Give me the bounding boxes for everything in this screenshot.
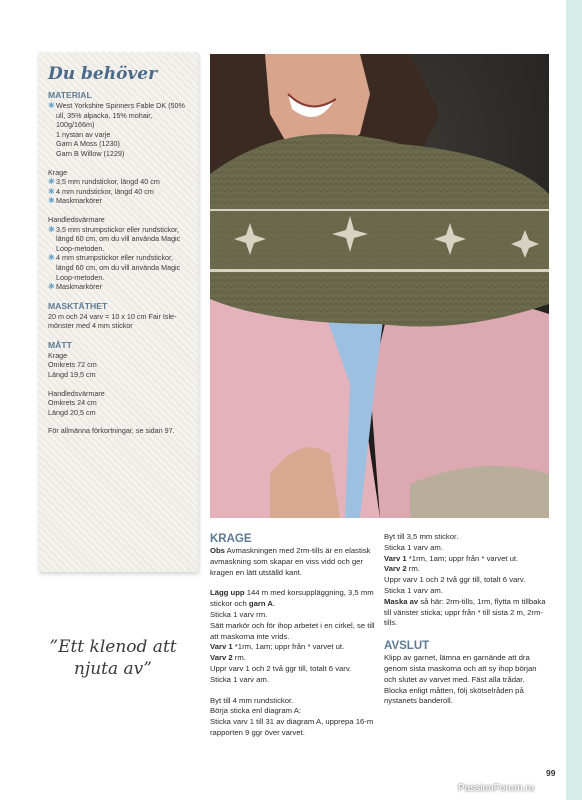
row-1: Varv 1 *1rm, 1am; uppr från * varvet ut. — [210, 642, 345, 652]
avslut-heading: AVSLUT — [384, 640, 430, 653]
page-number: 99 — [546, 768, 556, 778]
instructions-column-2 — [384, 532, 547, 707]
masktathet-text: 20 m och 24 varv = 10 x 10 cm Fair Isle-mönster med 4 mm stickor — [48, 311, 177, 331]
matt-line: Längd 19,5 cm — [48, 370, 96, 380]
snowflake-bullet-icon: ✱ — [48, 186, 55, 196]
krage-item: ✱ 3,5 mm rundstickor, längd 40 cm — [48, 177, 160, 187]
material-yarn: ✱ West Yorkshire Spinners Fable DK (50% ull, 35% alpacka, 15% mohair, 100g/166m) — [48, 101, 185, 130]
instruction-line: Börja sticka enl diagram A: — [210, 706, 302, 716]
material-line: 1 nystan av varje — [56, 129, 111, 139]
handled-item: ✱ 3,5 mm strumpstickor eller rundstickor, längd 60 cm, om du vill använda Magic Loop-metoden. — [48, 224, 181, 253]
instruction-line: Sätt markör och för ihop arbetet i en cirkel, se till att maskorna inte vrids. — [210, 620, 375, 641]
card-title: Du behöver — [48, 64, 158, 84]
krage-item: ✱ 4 mm rundstickor, längd 40 cm — [48, 186, 154, 196]
instruction-line: Sticka 1 varv am. — [384, 585, 443, 595]
masktathet-heading: MASKTÄTHET — [48, 300, 108, 311]
snowflake-bullet-icon: ✱ — [48, 196, 55, 206]
instruction-line: Byt till 4 mm rundstickor. — [210, 695, 294, 705]
snowflake-bullet-icon: ✱ — [48, 224, 55, 234]
row-2: Varv 2 rm. — [384, 564, 420, 574]
watermark: PassionForum.ru — [458, 783, 535, 794]
bind-off-paragraph: Maska av så här: 2rm-tills, 1rm, flytta m tillbaka till vänster sticka; uppr från * till sista 2 m, 2rm-tills. — [384, 596, 546, 628]
krage-item: ✱ Maskmarkörer — [48, 196, 102, 206]
photo-illustration — [210, 54, 549, 518]
matt-krage-label: Krage — [48, 350, 68, 360]
instruction-line: Sticka varv 1 till 31 av diagram A, upprepa 16-m rapporten 9 ggr över varvet. — [210, 717, 374, 737]
matt-line: Omkrets 72 cm — [48, 360, 97, 370]
instruction-line: Sticka 1 varv rm. — [210, 609, 268, 619]
snowflake-bullet-icon: ✱ — [48, 282, 55, 292]
top-margin — [0, 0, 582, 22]
matt-line: Längd 20,5 cm — [48, 407, 96, 417]
handled-item: ✱ 4 mm strumpstickor eller rundstickor, längd 60 cm, om du vill använda Magic Loop-metoden. — [48, 253, 181, 282]
abbreviation-note: För allmänna förkortningar, se sidan 97. — [48, 426, 175, 436]
instruction-line: Byt till 3,5 mm stickor. — [384, 532, 459, 541]
krage-label: Krage — [48, 167, 68, 177]
row-1: Varv 1 *1rm, 1am; uppr från * varvet ut. — [384, 553, 519, 563]
snowflake-bullet-icon: ✱ — [48, 253, 55, 263]
instruction-line: Uppr varv 1 och 2 två ggr till, totalt 6 varv. — [210, 663, 352, 673]
cast-on-paragraph: Lägg upp 144 m med korsuppläggning, 3,5 mm stickor och garn A. — [210, 588, 374, 609]
krage-heading: KRAGE — [210, 533, 252, 545]
material-line: Garn B Willow (1229) — [56, 148, 125, 158]
note-paragraph: Obs Avmaskningen med 2rm-tills är en elastisk avmaskning som skapar en viss vidd och ger kragen en lätt utställd kant. — [210, 546, 371, 577]
avslut-text: Klipp av garnet, lämna en garnände att dra genom sista maskorna och att sy ihop början och slutet av varvet med. Fäst alla trådar. Blocka enligt måtten, följ skötselråden på nystanets banderoll. — [384, 653, 537, 706]
instruction-line: Sticka 1 varv am. — [210, 674, 269, 684]
matt-line: Omkrets 24 cm — [48, 398, 97, 408]
matt-heading: MÅTT — [48, 339, 72, 350]
handled-item: ✱ Maskmarkörer — [48, 282, 102, 292]
snowflake-bullet-icon: ✱ — [48, 101, 55, 110]
instruction-line: Sticka 1 varv am. — [384, 542, 443, 552]
cowl-photo — [210, 54, 549, 518]
materials-card — [38, 52, 198, 572]
material-heading: MATERIAL — [48, 90, 92, 100]
row-2: Varv 2 rm. — [210, 653, 246, 663]
pull-quote: ”Ett klenod att njuta av” — [49, 637, 177, 679]
instruction-line: Uppr varv 1 och 2 två ggr till, totalt 6 varv. — [384, 575, 526, 585]
handled-label: Handledsvärmare — [48, 214, 105, 224]
snowflake-bullet-icon: ✱ — [48, 177, 55, 187]
material-line: Garn A Moss (1230) — [56, 139, 120, 149]
page-edge-stripe — [566, 0, 582, 800]
matt-handled-label: Handledsvärmare — [48, 388, 105, 398]
instructions-column-1 — [210, 532, 375, 739]
